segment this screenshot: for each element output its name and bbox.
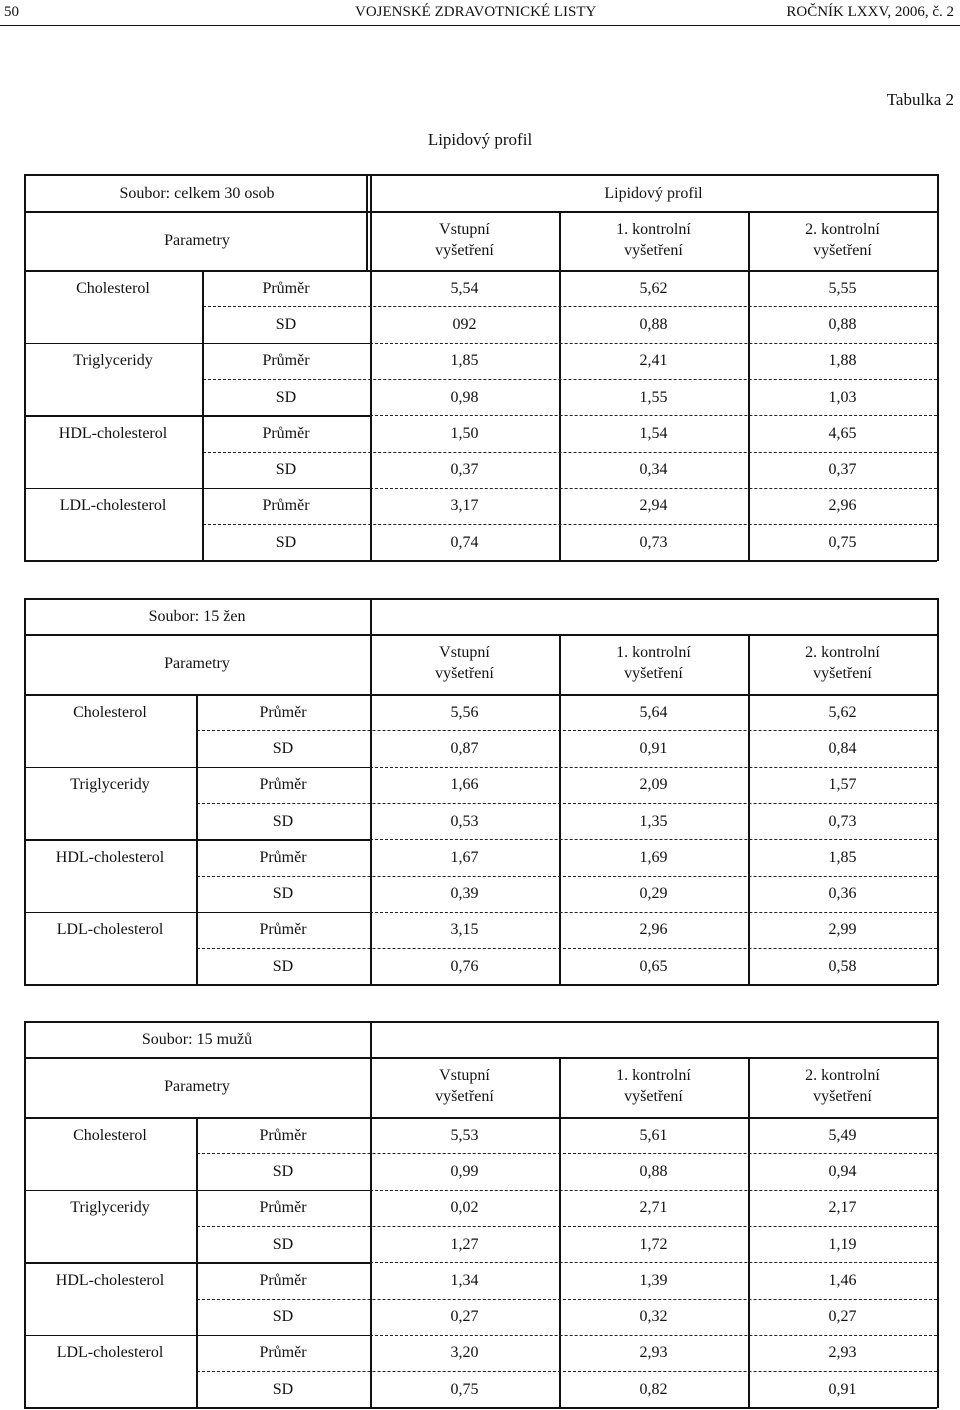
value-cell: 5,64 — [639, 703, 668, 721]
column-header: 2. kontrolní vyšetření — [805, 220, 880, 259]
row-dashed-divider — [370, 839, 937, 840]
statistic-label: Průměr — [259, 1126, 307, 1144]
value-cell: 5,54 — [450, 279, 479, 297]
value-cell: 0,87 — [450, 739, 479, 757]
statistic-label: Průměr — [259, 1271, 307, 1289]
value-cell: 5,56 — [450, 703, 479, 721]
value-cell: 0,98 — [450, 388, 479, 406]
value-cell: 2,17 — [828, 1199, 857, 1217]
column-header: 1. kontrolní vyšetření — [616, 644, 691, 682]
value-cell: 2,94 — [639, 497, 668, 515]
param-group-divider — [24, 488, 370, 490]
page-header — [0, 0, 960, 28]
row-dashed-divider — [203, 524, 937, 525]
value-cell: 1,67 — [450, 848, 479, 866]
journal-volume: ROČNÍK LXXV, 2006, č. 2 — [786, 4, 954, 20]
value-cell: 0,29 — [639, 885, 668, 903]
value-cell: 0,34 — [639, 461, 668, 479]
value-cell: 0,37 — [828, 461, 857, 479]
value-cell: 4,65 — [828, 424, 857, 442]
params-header: Parametry — [164, 655, 230, 672]
value-cell: 1,34 — [450, 1271, 479, 1289]
value-cell: 1,27 — [450, 1235, 479, 1253]
value-cell: 0,32 — [639, 1308, 668, 1326]
statistic-label: Průměr — [259, 1344, 307, 1362]
param-group-divider — [24, 1407, 370, 1409]
table-top-border — [24, 598, 937, 600]
value-cell: 3,20 — [450, 1344, 479, 1362]
statistic-label: SD — [272, 1380, 294, 1398]
table-title: Lipidový profil — [427, 130, 533, 149]
table-label: Tabulka 2 — [886, 90, 954, 109]
value-cell: 1,35 — [639, 812, 668, 830]
column-header: Vstupní vyšetření — [435, 1067, 494, 1105]
value-cell: 3,15 — [450, 921, 479, 939]
value-cell: 2,93 — [639, 1344, 668, 1362]
header-rule — [0, 25, 960, 26]
page-number: 50 — [4, 4, 19, 20]
column-header: 1. kontrolní vyšetření — [616, 1067, 691, 1105]
row-dashed-divider — [203, 306, 937, 307]
header-divider — [24, 1057, 937, 1059]
column-header: Vstupní vyšetření — [435, 644, 494, 682]
table-top-border — [24, 1021, 937, 1023]
parameter-name: Triglyceridy — [73, 352, 153, 370]
value-cell: 0,74 — [450, 533, 479, 551]
table-right-border — [937, 1021, 939, 1408]
statistic-label: Průměr — [259, 776, 307, 794]
value-cell: 5,62 — [639, 279, 668, 297]
statistic-label: Průměr — [262, 497, 310, 515]
value-cell: 0,84 — [828, 739, 857, 757]
statistic-label: SD — [272, 885, 294, 903]
value-cell: 1,72 — [639, 1235, 668, 1253]
value-cell: 0,91 — [828, 1380, 857, 1398]
row-dashed-divider — [370, 343, 937, 344]
column-header: 2. kontrolní vyšetření — [805, 644, 880, 682]
table-right-border — [937, 174, 939, 561]
header-bottom-border — [24, 1117, 937, 1119]
value-cell: 1,19 — [828, 1235, 857, 1253]
value-cell: 1,85 — [828, 848, 857, 866]
value-cell: 1,66 — [450, 776, 479, 794]
param-group-divider — [24, 343, 370, 345]
row-dashed-divider — [203, 452, 937, 453]
value-cell: 1,39 — [639, 1271, 668, 1289]
row-dashed-divider — [370, 912, 937, 913]
row-dashed-divider — [197, 1299, 937, 1300]
header-divider — [24, 211, 937, 213]
parameter-name: HDL-cholesterol — [55, 848, 165, 866]
header-divider — [24, 634, 937, 636]
value-cell: 2,93 — [828, 1344, 857, 1362]
statistic-label: SD — [272, 1162, 294, 1180]
value-cell: 0,27 — [828, 1308, 857, 1326]
value-cell: 2,71 — [639, 1199, 668, 1217]
value-cell: 1,54 — [639, 424, 668, 442]
value-cell: 0,73 — [639, 533, 668, 551]
parameter-name: LDL-cholesterol — [59, 497, 167, 515]
row-dashed-divider — [197, 1153, 937, 1154]
row-dashed-divider — [370, 488, 937, 489]
value-cell: 5,55 — [828, 279, 857, 297]
value-cell: 0,58 — [828, 957, 857, 975]
statistic-label: Průměr — [259, 703, 307, 721]
value-cell: 1,03 — [828, 388, 857, 406]
value-cell: 0,91 — [639, 739, 668, 757]
value-cell: 0,99 — [450, 1162, 479, 1180]
statistic-label: SD — [272, 739, 294, 757]
param-group-divider — [24, 415, 370, 417]
statistic-label: SD — [272, 1308, 294, 1326]
value-cell: 0,76 — [450, 957, 479, 975]
statistic-label: Průměr — [259, 1199, 307, 1217]
value-cell: 2,41 — [639, 352, 668, 370]
params-header: Parametry — [164, 1078, 230, 1095]
table-right-border — [937, 598, 939, 985]
super-header: Lipidový profil — [604, 184, 703, 202]
parameter-name: Triglyceridy — [70, 776, 150, 794]
row-dashed-divider — [203, 379, 937, 380]
row-dashed-divider — [370, 415, 937, 416]
value-cell: 0,37 — [450, 461, 479, 479]
row-dashed-divider — [370, 1262, 937, 1263]
value-cell: 0,94 — [828, 1162, 857, 1180]
value-cell: 0,39 — [450, 885, 479, 903]
value-cell: 0,75 — [828, 533, 857, 551]
statistic-label: SD — [272, 957, 294, 975]
parameter-name: Cholesterol — [73, 1126, 147, 1144]
value-cell: 5,61 — [639, 1126, 668, 1144]
param-group-divider — [24, 984, 370, 986]
parameter-name: Cholesterol — [76, 279, 150, 297]
statistic-label: Průměr — [259, 848, 307, 866]
table-top-border — [24, 174, 937, 176]
value-cell: 1,85 — [450, 352, 479, 370]
parameter-name: LDL-cholesterol — [56, 921, 164, 939]
statistic-label: SD — [272, 1235, 294, 1253]
value-cell: 0,88 — [828, 315, 857, 333]
value-cell: 0,88 — [639, 1162, 668, 1180]
row-dashed-divider — [370, 1190, 937, 1191]
value-cell: 0,65 — [639, 957, 668, 975]
row-dashed-divider — [370, 1335, 937, 1336]
parameter-name: LDL-cholesterol — [56, 1344, 164, 1362]
row-dashed-divider — [370, 767, 937, 768]
statistic-label: Průměr — [262, 352, 310, 370]
value-cell: 0,27 — [450, 1308, 479, 1326]
value-cell: 3,17 — [450, 497, 479, 515]
statistic-label: Průměr — [262, 279, 310, 297]
value-cell: 1,55 — [639, 388, 668, 406]
statistic-label: SD — [275, 461, 297, 479]
parameter-name: Triglyceridy — [70, 1199, 150, 1217]
row-dashed-divider — [197, 948, 937, 949]
group-label: Soubor: celkem 30 osob — [119, 184, 275, 202]
value-cell: 0,88 — [639, 315, 668, 333]
parameter-name: HDL-cholesterol — [58, 424, 168, 442]
journal-name: VOJENSKÉ ZDRAVOTNICKÉ LISTY — [355, 4, 597, 20]
row-dashed-divider — [197, 803, 937, 804]
value-cell: 0,36 — [828, 885, 857, 903]
column-header: 1. kontrolní vyšetření — [616, 220, 691, 259]
value-cell: 1,50 — [450, 424, 479, 442]
value-cell: 1,46 — [828, 1271, 857, 1289]
value-cell: 1,57 — [828, 776, 857, 794]
param-group-divider — [24, 560, 370, 562]
statistic-label: Průměr — [262, 424, 310, 442]
row-dashed-divider — [197, 730, 937, 731]
value-cell: 5,49 — [828, 1126, 857, 1144]
column-header: Vstupní vyšetření — [435, 220, 494, 259]
value-cell: 5,53 — [450, 1126, 479, 1144]
statistic-label: SD — [275, 388, 297, 406]
value-cell: 1,88 — [828, 352, 857, 370]
group-label: Soubor: 15 mužů — [141, 1031, 253, 1048]
statistic-label: SD — [275, 315, 297, 333]
group-label: Soubor: 15 žen — [148, 608, 246, 625]
header-bottom-border — [24, 270, 937, 272]
row-dashed-divider — [197, 1226, 937, 1227]
value-cell: 0,53 — [450, 812, 479, 830]
header-bottom-border — [24, 694, 937, 696]
value-cell: 0,75 — [450, 1380, 479, 1398]
value-cell: 0,82 — [639, 1380, 668, 1398]
statistic-label: SD — [272, 812, 294, 830]
row-dashed-divider — [197, 1371, 937, 1372]
value-cell: 1,69 — [639, 848, 668, 866]
value-cell: 2,96 — [828, 497, 857, 515]
value-cell: 2,09 — [639, 776, 668, 794]
column-header: 2. kontrolní vyšetření — [805, 1067, 880, 1105]
value-cell: 2,96 — [639, 921, 668, 939]
parameter-name: Cholesterol — [73, 703, 147, 721]
value-cell: 0,73 — [828, 812, 857, 830]
value-cell: 0,02 — [450, 1199, 479, 1217]
params-header: Parametry — [164, 231, 230, 249]
value-cell: 5,62 — [828, 703, 857, 721]
value-cell: 092 — [452, 315, 477, 333]
row-dashed-divider — [197, 876, 937, 877]
statistic-label: SD — [275, 533, 297, 551]
parameter-name: HDL-cholesterol — [55, 1271, 165, 1289]
value-cell: 2,99 — [828, 921, 857, 939]
statistic-label: Průměr — [259, 921, 307, 939]
